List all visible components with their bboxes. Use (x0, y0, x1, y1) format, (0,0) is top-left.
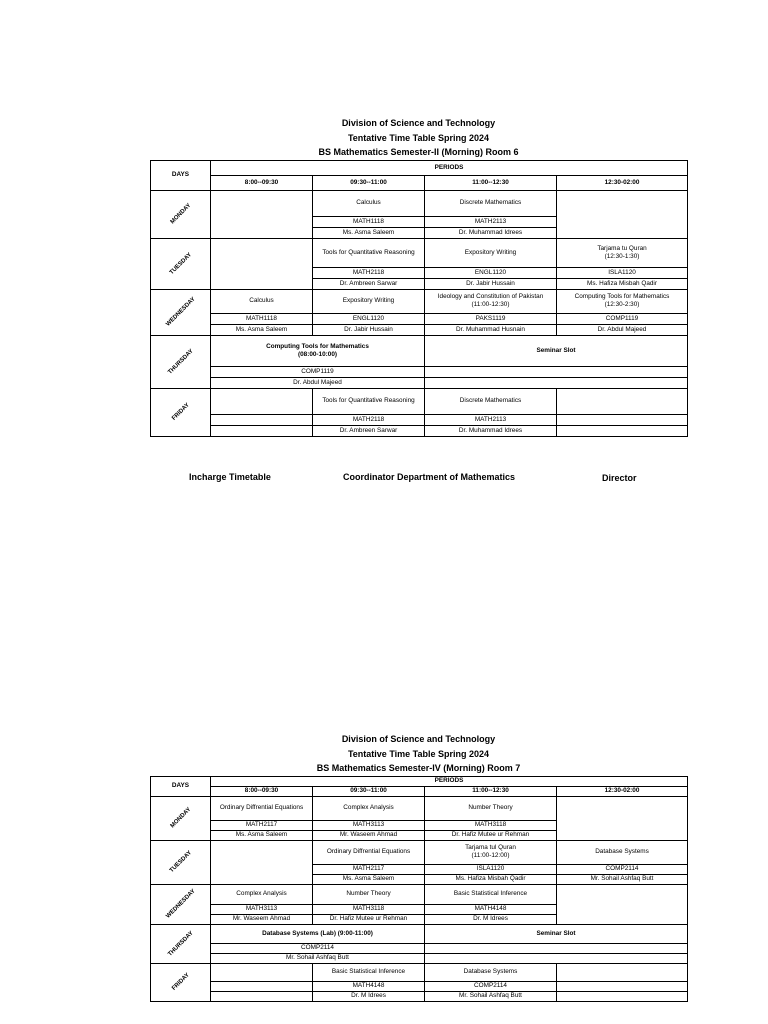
teacher-name: Mr. Sohail Ashfaq Butt (211, 953, 425, 963)
division-title: Division of Science and Technology (341, 734, 496, 744)
course-code: MATH2118 (313, 267, 425, 278)
incharge-signature-label: Incharge Timetable (189, 472, 271, 482)
timetable-title: Tentative Time Table Spring 2024 (347, 748, 490, 759)
empty-cell (425, 366, 688, 377)
day-label-thursday: THURSDAY (151, 335, 211, 388)
director-signature-label: Director (602, 473, 637, 483)
course-code: ISLA1120 (425, 864, 557, 874)
empty-cell (211, 840, 313, 884)
teacher-name: Mr. Waseem Ahmad (211, 914, 313, 924)
empty-cell (211, 414, 313, 425)
teacher-name: Dr. Ambreen Sarwar (313, 278, 425, 289)
course-code: MATH2113 (425, 216, 557, 227)
day-label-tuesday: TUESDAY (151, 840, 211, 884)
course-code: MATH3118 (313, 904, 425, 914)
course-name: Basic Statistical Inference (313, 963, 425, 981)
course-code: MATH2117 (313, 864, 425, 874)
course-name: Ordinary Diffrential Equations (211, 796, 313, 820)
course-name: Computing Tools for Mathematics (08:00-10:00) (211, 335, 425, 366)
teacher-name: Ms. Asma Saleem (211, 324, 313, 335)
empty-cell (557, 884, 688, 924)
timetable-semester-4 (150, 732, 687, 1002)
teacher-name: Dr. Jabir Hussain (425, 278, 557, 289)
program-title: BS Mathematics Semester-II (Morning) Room 6 (318, 147, 519, 157)
course-code: MATH1118 (313, 216, 425, 227)
teacher-name: Mr. Sohail Ashfaq Butt (425, 991, 557, 1001)
course-name: Calculus (313, 190, 425, 216)
course-name: Ordinary Diffrential Equations (313, 840, 425, 864)
course-code: MATH1118 (211, 313, 313, 324)
timetable-header (150, 116, 687, 160)
course-name: Database Systems (Lab) (9:00-11:00) (211, 924, 425, 943)
period-header: 09:30--11:00 (313, 175, 425, 190)
period-header: 09:30--11:00 (313, 786, 425, 796)
course-code: MATH3118 (425, 820, 557, 830)
empty-cell (425, 943, 688, 953)
periods-header: PERIODS (211, 776, 688, 786)
course-name: Discrete Mathematics (425, 190, 557, 216)
teacher-name: Dr. Ambreen Sarwar (313, 425, 425, 436)
days-header: DAYS (151, 160, 211, 190)
program-title: BS Mathematics Semester-IV (Morning) Room 7 (316, 763, 521, 773)
teacher-name: Dr. Hafiz Mutee ur Rehman (425, 830, 557, 840)
teacher-name: Mr. Waseem Ahmad (313, 830, 425, 840)
teacher-name: Dr. M Idrees (313, 991, 425, 1001)
timetable-title: Tentative Time Table Spring 2024 (347, 132, 490, 143)
day-label-friday: FRIDAY (151, 963, 211, 1001)
day-label-monday: MONDAY (151, 190, 211, 238)
teacher-name: Ms. Asma Saleem (313, 874, 425, 884)
timetable-grid (150, 160, 688, 437)
teacher-name: Dr. Hafiz Mutee ur Rehman (313, 914, 425, 924)
course-code: COMP2114 (425, 981, 557, 991)
teacher-name: Ms. Asma Saleem (211, 830, 313, 840)
teacher-name: Ms. Asma Saleem (313, 227, 425, 238)
period-header: 12:30-02:00 (557, 786, 688, 796)
empty-cell (557, 414, 688, 425)
period-header: 12:30-02:00 (557, 175, 688, 190)
day-label-wednesday: WEDNESDAY (151, 289, 211, 335)
periods-header: PERIODS (211, 160, 688, 175)
day-label-friday: FRIDAY (151, 388, 211, 436)
day-label-wednesday: WEDNESDAY (151, 884, 211, 924)
course-name: Discrete Mathematics (425, 388, 557, 414)
timetable-header (150, 732, 687, 776)
seminar-slot: Seminar Slot (425, 335, 688, 366)
course-name: Ideology and Constitution of Pakistan (11:00-12:30) (425, 289, 557, 313)
empty-cell (211, 190, 313, 238)
division-title: Division of Science and Technology (341, 118, 496, 128)
empty-cell (211, 388, 313, 414)
course-code: ISLA1120 (557, 267, 688, 278)
period-header: 8:00--09:30 (211, 175, 313, 190)
days-header: DAYS (151, 776, 211, 796)
course-code: MATH2117 (211, 820, 313, 830)
empty-cell (211, 963, 313, 981)
day-label-tuesday: TUESDAY (151, 238, 211, 289)
empty-cell (557, 425, 688, 436)
course-code: ENGL1120 (425, 267, 557, 278)
course-code: MATH2113 (425, 414, 557, 425)
empty-cell (211, 991, 313, 1001)
empty-cell (211, 238, 313, 289)
timetable-grid (150, 776, 688, 1002)
teacher-name: Dr. Muhammad Husnain (425, 324, 557, 335)
course-name: Basic Statistical Inference (425, 884, 557, 904)
day-label-thursday: THURSDAY (151, 924, 211, 963)
course-name: Expository Writing (313, 289, 425, 313)
course-name: Expository Writing (425, 238, 557, 267)
teacher-name: Dr. Muhammad Idrees (425, 425, 557, 436)
course-name: Tools for Quantitative Reasoning (313, 388, 425, 414)
course-name: Computing Tools for Mathematics (12:30-2:30) (557, 289, 688, 313)
course-name: Tarjama tul Quran (11:00-12:00) (425, 840, 557, 864)
teacher-name: Ms. Hafiza Misbah Qadir (425, 874, 557, 884)
empty-cell (557, 991, 688, 1001)
course-code: MATH2118 (313, 414, 425, 425)
course-name: Complex Analysis (313, 796, 425, 820)
course-name: Tools for Quantitative Reasoning (313, 238, 425, 267)
course-code: COMP1119 (211, 366, 425, 377)
course-name: Number Theory (425, 796, 557, 820)
empty-cell (557, 796, 688, 840)
period-header: 11:00--12:30 (425, 786, 557, 796)
timetable-semester-2 (150, 116, 687, 437)
course-code: COMP1119 (557, 313, 688, 324)
course-code: COMP2114 (557, 864, 688, 874)
teacher-name: Dr. M Idrees (425, 914, 557, 924)
seminar-slot: Seminar Slot (425, 924, 688, 943)
course-code: MATH4148 (425, 904, 557, 914)
empty-cell (425, 377, 688, 388)
teacher-name: Dr. Jabir Hussain (313, 324, 425, 335)
coordinator-signature-label: Coordinator Department of Mathematics (343, 472, 516, 482)
course-code: MATH4148 (313, 981, 425, 991)
course-name: Tarjama tu Quran (12:30-1:30) (557, 238, 688, 267)
empty-cell (557, 981, 688, 991)
period-header: 8:00--09:30 (211, 786, 313, 796)
teacher-name: Dr. Abdul Majeed (557, 324, 688, 335)
course-name: Calculus (211, 289, 313, 313)
day-label-monday: MONDAY (151, 796, 211, 840)
empty-cell (557, 388, 688, 414)
course-name: Database Systems (557, 840, 688, 864)
empty-cell (557, 190, 688, 238)
course-code: MATH3113 (313, 820, 425, 830)
empty-cell (557, 963, 688, 981)
course-code: COMP2114 (211, 943, 425, 953)
period-header: 11:00--12:30 (425, 175, 557, 190)
teacher-name: Mr. Sohail Ashfaq Butt (557, 874, 688, 884)
course-code: PAKS1119 (425, 313, 557, 324)
teacher-name: Dr. Abdul Majeed (211, 377, 425, 388)
course-code: MATH3113 (211, 904, 313, 914)
course-name: Database Systems (425, 963, 557, 981)
course-name: Number Theory (313, 884, 425, 904)
course-name: Complex Analysis (211, 884, 313, 904)
empty-cell (425, 953, 688, 963)
empty-cell (211, 425, 313, 436)
teacher-name: Ms. Hafiza Misbah Qadir (557, 278, 688, 289)
course-code: ENGL1120 (313, 313, 425, 324)
empty-cell (211, 981, 313, 991)
teacher-name: Dr. Muhammad Idrees (425, 227, 557, 238)
